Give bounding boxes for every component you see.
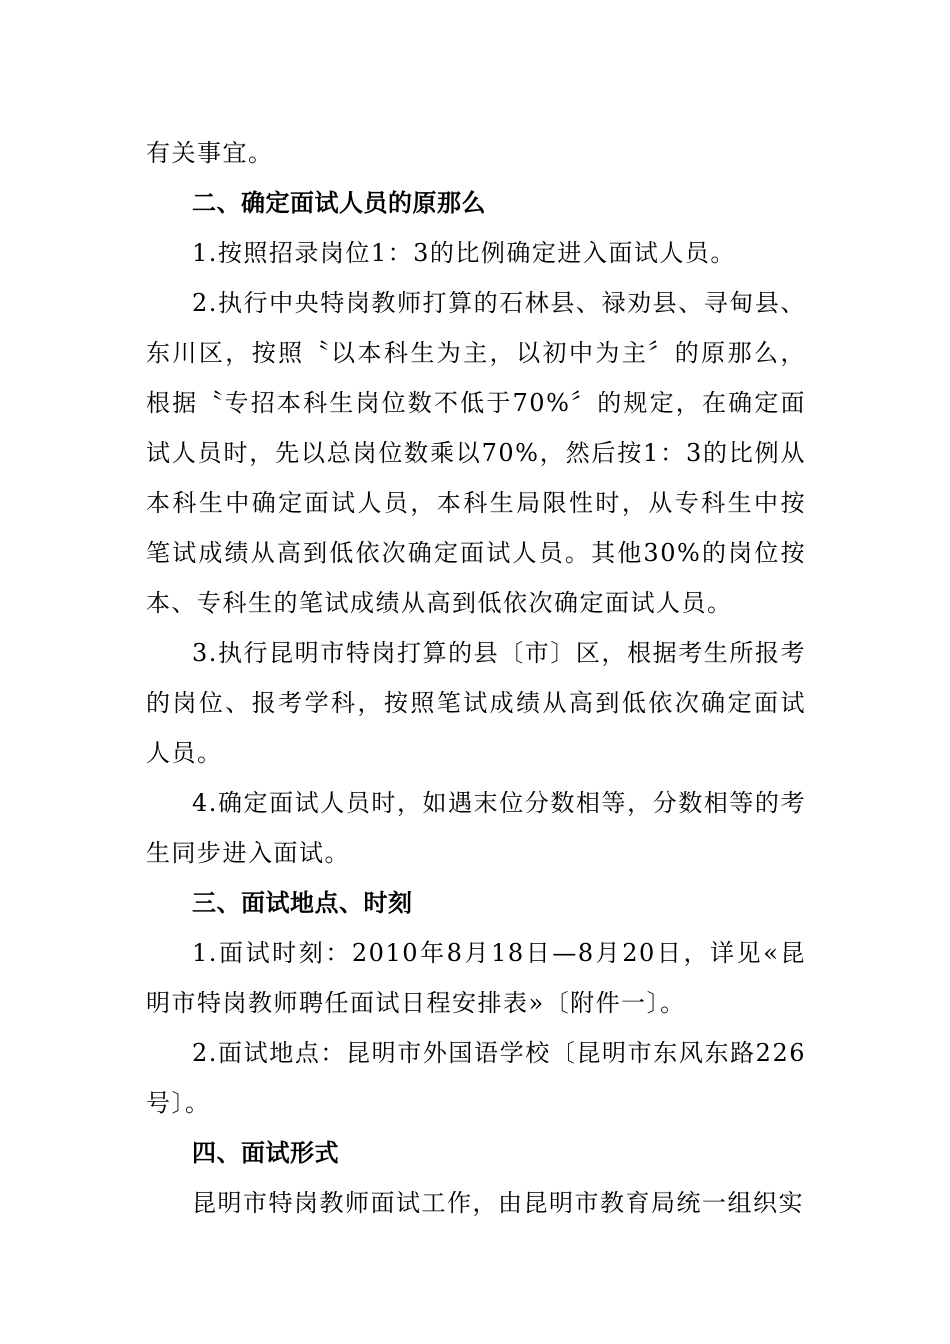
section-3-paragraph-1: 1.面试时刻：2010年8月18日—8月20日，详见«昆明市特岗教师聘任面试日程安排表»〔附件一〕。 [146,939,806,1017]
intro-tail-paragraph: 有关事宜。 [146,139,274,167]
section-3-paragraph-2: 2.面试地点：昆明市外国语学校〔昆明市东风东路226号〕。 [146,1039,806,1117]
section-3-heading: 三、面试地点、时刻 [192,889,413,917]
section-2-paragraph-1: 1.按照招录岗位1：3的比例确定进入面试人员。 [192,239,736,267]
section-2-paragraph-2: 2.执行中央特岗教师打算的石林县、禄劝县、寻甸县、东川区，按照〝以本科生为主，以初中为主〞的原那么，根据〝专招本科生岗位数不低于70%〞的规定，在确定面试人员时，先以总岗位数乘以70%，然后按1：3的比例从本科生中确定面试人员，本科生局限性时，从专科生中按笔试成绩从高到低依次确定面试人员。其他30%的岗位按本、专科生的笔试成绩从高到低依次确定面试人员。 [146,289,806,617]
section-4-paragraph-1: 昆明市特岗教师面试工作，由昆明市教育局统一组织实 [192,1189,804,1217]
document-body [146,128,806,1228]
section-2-heading: 二、确定面试人员的原那么 [192,189,486,217]
section-2-paragraph-3: 3.执行昆明市特岗打算的县〔市〕区，根据考生所报考的岗位、报考学科，按照笔试成绩从高到低依次确定面试人员。 [146,639,806,767]
section-2-paragraph-4: 4.确定面试人员时，如遇末位分数相等，分数相等的考生同步进入面试。 [146,789,806,867]
section-4-heading: 四、面试形式 [192,1139,339,1167]
